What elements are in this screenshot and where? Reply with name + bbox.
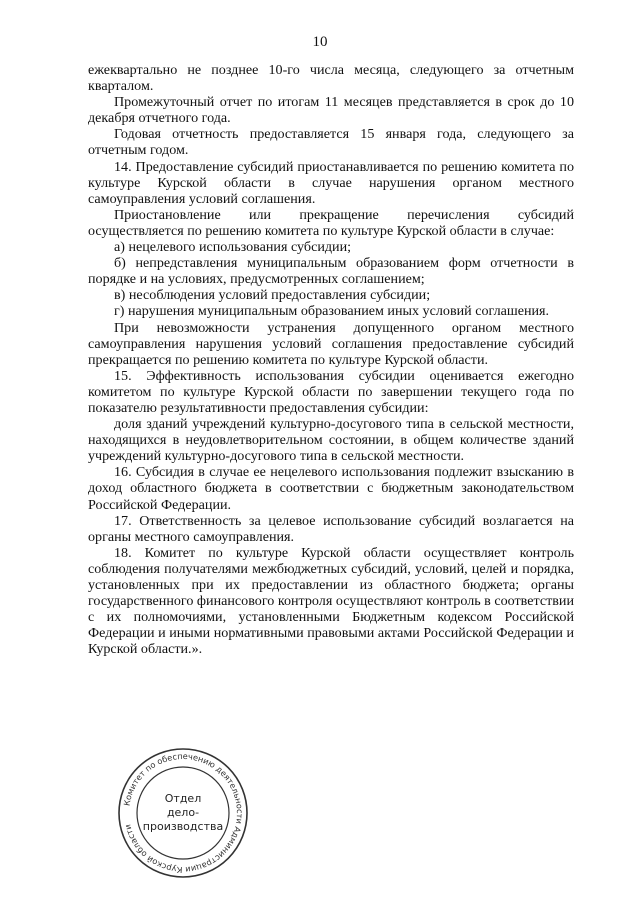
stamp-center [116, 746, 250, 880]
paragraph: доля зданий учреждений культурно-досугового типа в сельской местности, находящихся в неудовлетворительном состоянии, в общем количестве зданий учреждений культурно-досугового типа в сельской местности. [88, 416, 574, 465]
stamp-ring-text: Комитет по обеспечению деятельности Администрации Курской области [121, 750, 246, 876]
paragraph: Приостановление или прекращение перечисления субсидий осуществляется по решению комитета по культуре Курской области в случае: [88, 206, 574, 239]
list-item: б) непредставления муниципальным образованием форм отчетности в порядке и на условиях, предусмотренных соглашением; [88, 255, 574, 288]
paragraph: ежеквартально не позднее 10-го числа месяца, следующего за отчетным кварталом. [88, 62, 574, 95]
paragraph: 14. Предоставление субсидий приостанавливается по решению комитета по культуре Курской области в случае нарушения органом местного самоуправления условий соглашения. [88, 158, 574, 207]
stamp-line: производства [142, 820, 224, 833]
stamp-line: дело- [166, 806, 200, 819]
list-item: в) несоблюдения условий предоставления субсидии; [114, 287, 431, 304]
stamp-line: Отдел [164, 792, 202, 805]
list-item: а) нецелевого использования субсидии; [114, 239, 352, 256]
paragraph: 17. Ответственность за целевое использование субсидий возлагается на органы местного самоуправления. [88, 512, 574, 545]
paragraph: 15. Эффективность использования субсидии оценивается ежегодно комитетом по культуре Курской области по завершении текущего года по показателю результативности предоставления субсидии: [88, 367, 574, 416]
document-body [88, 62, 574, 657]
paragraph: При невозможности устранения допущенного органом местного самоуправления нарушения условий соглашения предоставление субсидий прекращается по решению комитета по культуре Курской области. [88, 319, 574, 368]
paragraph: 16. Субсидия в случае ее нецелевого использования подлежит взысканию в доход областного бюджета в соответствии с бюджетным законодательством Российской Федерации. [88, 464, 574, 513]
paragraph: 18. Комитет по культуре Курской области осуществляет контроль соблюдения получателями межбюджетных субсидий, условий, целей и порядка, установленных при их предоставлении из областного бюджета; органы государственного финансового контроля осуществляют контроль в соответствии с их полномочиями, установленными Бюджетным кодексом Российской Федерации и иными нормативными правовыми актами Российской Федерации и Курской области.». [88, 544, 574, 658]
page-number: 10 [312, 34, 328, 50]
paragraph: Годовая отчетность предоставляется 15 января года, следующего за отчетным годом. [88, 126, 574, 159]
office-stamp [116, 746, 250, 880]
list-item: г) нарушения муниципальным образованием иных условий соглашения. [114, 303, 550, 320]
paragraph: Промежуточный отчет по итогам 11 месяцев представляется в срок до 10 декабря отчетного года. [88, 94, 574, 127]
